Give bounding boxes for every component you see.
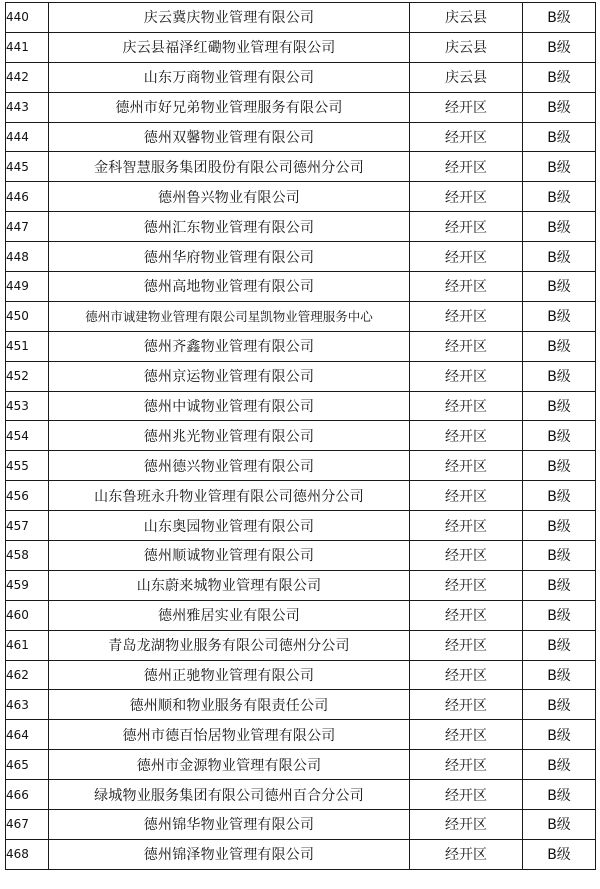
table-row: [6, 750, 596, 780]
company-name: 德州高地物业管理有限公司: [49, 272, 410, 302]
district: 经开区: [410, 421, 523, 451]
table-row: [6, 242, 596, 272]
rating-grade: B级: [523, 152, 596, 182]
district: 经开区: [410, 750, 523, 780]
district: 经开区: [410, 690, 523, 720]
table-row: [6, 3, 596, 33]
rating-grade: B级: [523, 32, 596, 62]
district: 经开区: [410, 331, 523, 361]
district: 经开区: [410, 182, 523, 212]
rating-grade: B级: [523, 122, 596, 152]
table-row: [6, 361, 596, 391]
row-number: 443: [6, 92, 49, 122]
company-name: 德州正驰物业管理有限公司: [49, 660, 410, 690]
rating-grade: B级: [523, 511, 596, 541]
rating-grade: B级: [523, 780, 596, 810]
table-row: [6, 660, 596, 690]
row-number: 457: [6, 511, 49, 541]
company-name: 德州中诚物业管理有限公司: [49, 391, 410, 421]
rating-grade: B级: [523, 810, 596, 840]
table-row: [6, 92, 596, 122]
district: 庆云县: [410, 62, 523, 92]
rating-grade: B级: [523, 3, 596, 33]
row-number: 455: [6, 451, 49, 481]
row-number: 467: [6, 810, 49, 840]
company-name: 山东奥园物业管理有限公司: [49, 511, 410, 541]
district: 经开区: [410, 511, 523, 541]
district: 经开区: [410, 301, 523, 331]
rating-grade: B级: [523, 361, 596, 391]
rating-grade: B级: [523, 182, 596, 212]
rating-grade: B级: [523, 242, 596, 272]
row-number: 465: [6, 750, 49, 780]
row-number: 451: [6, 331, 49, 361]
company-name: 山东鲁班永升物业管理有限公司德州分公司: [49, 481, 410, 511]
district: 经开区: [410, 361, 523, 391]
table-row: [6, 541, 596, 571]
company-name: 德州鲁兴物业有限公司: [49, 182, 410, 212]
rating-grade: B级: [523, 272, 596, 302]
row-number: 460: [6, 600, 49, 630]
rating-grade: B级: [523, 212, 596, 242]
district: 经开区: [410, 839, 523, 869]
district: 经开区: [410, 152, 523, 182]
rating-grade: B级: [523, 690, 596, 720]
rating-grade: B级: [523, 660, 596, 690]
company-name: 金科智慧服务集团股份有限公司德州分公司: [49, 152, 410, 182]
district: 经开区: [410, 451, 523, 481]
table-row: [6, 152, 596, 182]
table-row: [6, 570, 596, 600]
company-name: 山东万商物业管理有限公司: [49, 62, 410, 92]
table-row: [6, 122, 596, 152]
rating-grade: B级: [523, 391, 596, 421]
row-number: 452: [6, 361, 49, 391]
district: 经开区: [410, 272, 523, 302]
company-name: 德州兆光物业管理有限公司: [49, 421, 410, 451]
row-number: 464: [6, 720, 49, 750]
row-number: 461: [6, 630, 49, 660]
rating-grade: B级: [523, 630, 596, 660]
row-number: 441: [6, 32, 49, 62]
district: 庆云县: [410, 3, 523, 33]
company-name: 德州市金源物业管理有限公司: [49, 750, 410, 780]
company-name: 德州锦华物业管理有限公司: [49, 810, 410, 840]
rating-grade: B级: [523, 600, 596, 630]
company-name: 德州汇东物业管理有限公司: [49, 212, 410, 242]
table-row: [6, 451, 596, 481]
company-name: 庆云冀庆物业管理有限公司: [49, 3, 410, 33]
district: 经开区: [410, 660, 523, 690]
row-number: 458: [6, 541, 49, 571]
company-name: 德州顺诚物业管理有限公司: [49, 541, 410, 571]
company-name: 德州双馨物业管理有限公司: [49, 122, 410, 152]
company-name: 德州齐鑫物业管理有限公司: [49, 331, 410, 361]
district: 经开区: [410, 481, 523, 511]
company-name: 德州德兴物业管理有限公司: [49, 451, 410, 481]
rating-grade: B级: [523, 451, 596, 481]
company-name: 德州市好兄弟物业管理服务有限公司: [49, 92, 410, 122]
table-row: [6, 780, 596, 810]
table-row: [6, 630, 596, 660]
row-number: 456: [6, 481, 49, 511]
table-row: [6, 32, 596, 62]
rating-grade: B级: [523, 839, 596, 869]
row-number: 468: [6, 839, 49, 869]
district: 经开区: [410, 212, 523, 242]
table-row: [6, 421, 596, 451]
row-number: 450: [6, 301, 49, 331]
company-name: 德州锦泽物业管理有限公司: [49, 839, 410, 869]
row-number: 446: [6, 182, 49, 212]
table-row: [6, 331, 596, 361]
table-row: [6, 600, 596, 630]
row-number: 442: [6, 62, 49, 92]
row-number: 462: [6, 660, 49, 690]
row-number: 445: [6, 152, 49, 182]
rating-grade: B级: [523, 331, 596, 361]
district: 经开区: [410, 541, 523, 571]
district: 经开区: [410, 780, 523, 810]
row-number: 444: [6, 122, 49, 152]
company-name: 绿城物业服务集团有限公司德州百合分公司: [49, 780, 410, 810]
rating-grade: B级: [523, 720, 596, 750]
rating-table-body: [6, 3, 596, 870]
rating-grade: B级: [523, 570, 596, 600]
district: 经开区: [410, 570, 523, 600]
company-name: 山东蔚来城物业管理有限公司: [49, 570, 410, 600]
row-number: 440: [6, 3, 49, 33]
rating-grade: B级: [523, 421, 596, 451]
table-row: [6, 481, 596, 511]
table-row: [6, 511, 596, 541]
row-number: 463: [6, 690, 49, 720]
rating-grade: B级: [523, 541, 596, 571]
table-row: [6, 810, 596, 840]
rating-grade: B级: [523, 92, 596, 122]
company-name: 德州京运物业管理有限公司: [49, 361, 410, 391]
table-row: [6, 720, 596, 750]
district: 经开区: [410, 600, 523, 630]
table-row: [6, 839, 596, 869]
row-number: 454: [6, 421, 49, 451]
district: 经开区: [410, 242, 523, 272]
table-row: [6, 391, 596, 421]
table-row: [6, 62, 596, 92]
company-name: 德州市诚建物业管理有限公司星凯物业管理服务中心: [49, 301, 410, 331]
district: 庆云县: [410, 32, 523, 62]
district: 经开区: [410, 720, 523, 750]
rating-grade: B级: [523, 62, 596, 92]
row-number: 466: [6, 780, 49, 810]
table-row: [6, 690, 596, 720]
district: 经开区: [410, 810, 523, 840]
row-number: 449: [6, 272, 49, 302]
district: 经开区: [410, 391, 523, 421]
row-number: 447: [6, 212, 49, 242]
row-number: 448: [6, 242, 49, 272]
rating-grade: B级: [523, 750, 596, 780]
rating-grade: B级: [523, 481, 596, 511]
district: 经开区: [410, 630, 523, 660]
company-name: 德州市德百怡居物业管理有限公司: [49, 720, 410, 750]
company-name: 德州华府物业管理有限公司: [49, 242, 410, 272]
company-name: 庆云县福泽红磡物业管理有限公司: [49, 32, 410, 62]
table-row: [6, 212, 596, 242]
company-name: 青岛龙湖物业服务有限公司德州分公司: [49, 630, 410, 660]
district: 经开区: [410, 92, 523, 122]
row-number: 459: [6, 570, 49, 600]
company-name: 德州雅居实业有限公司: [49, 600, 410, 630]
table-row: [6, 182, 596, 212]
row-number: 453: [6, 391, 49, 421]
table-row: [6, 272, 596, 302]
rating-table: [5, 2, 596, 870]
rating-grade: B级: [523, 301, 596, 331]
company-name: 德州顺和物业服务有限责任公司: [49, 690, 410, 720]
table-row: [6, 301, 596, 331]
district: 经开区: [410, 122, 523, 152]
